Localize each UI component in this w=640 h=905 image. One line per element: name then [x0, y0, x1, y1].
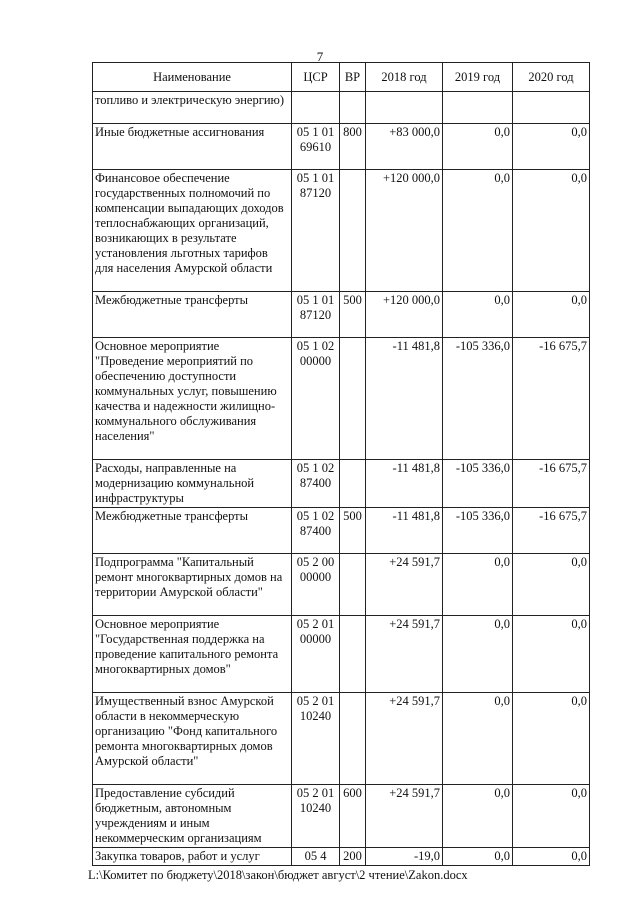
cell-2018: +24 591,7 [366, 785, 443, 848]
cell-name: Предоставление субсидий бюджетным, автономным учреждениям и иным некоммерческим организациям [93, 785, 292, 848]
header-2018: 2018 год [366, 63, 443, 92]
table-row [93, 170, 590, 292]
cell-2020: 0,0 [513, 848, 590, 866]
table-row [93, 460, 590, 508]
cell-vr [340, 460, 366, 508]
table-row [93, 338, 590, 460]
cell-name: Закупка товаров, работ и услуг [93, 848, 292, 866]
cell-name: топливо и электрическую энергию) [93, 92, 292, 124]
cell-name: Расходы, направленные на модернизацию коммунальной инфраструктуры [93, 460, 292, 508]
cell-2018: -11 481,8 [366, 460, 443, 508]
cell-csr: 05 2 01 10240 [292, 785, 340, 848]
table-row [93, 848, 590, 866]
cell-name: Основное мероприятие "Государственная поддержка на проведение капитального ремонта многоквартирных домов" [93, 616, 292, 693]
table-row [93, 124, 590, 170]
cell-vr [340, 92, 366, 124]
header-2019: 2019 год [443, 63, 513, 92]
cell-2020: 0,0 [513, 785, 590, 848]
cell-2019: -105 336,0 [443, 460, 513, 508]
cell-vr [340, 616, 366, 693]
cell-2020: -16 675,7 [513, 508, 590, 554]
page-number: 7 [316, 49, 324, 64]
table-row [93, 616, 590, 693]
cell-csr: 05 1 02 87400 [292, 460, 340, 508]
cell-2018: +24 591,7 [366, 616, 443, 693]
cell-2019: -105 336,0 [443, 338, 513, 460]
cell-csr: 05 1 02 87400 [292, 508, 340, 554]
header-csr: ЦСР [292, 63, 340, 92]
table-header-row [93, 63, 590, 92]
cell-2018: +24 591,7 [366, 693, 443, 785]
cell-2019: -105 336,0 [443, 508, 513, 554]
cell-vr [340, 170, 366, 292]
cell-2020: -16 675,7 [513, 460, 590, 508]
table-row [93, 693, 590, 785]
cell-vr [340, 338, 366, 460]
cell-csr: 05 1 01 69610 [292, 124, 340, 170]
cell-2019: 0,0 [443, 292, 513, 338]
cell-2020: 0,0 [513, 292, 590, 338]
cell-name: Основное мероприятие "Проведение мероприятий по обеспечению доступности коммунальных услуг, повышению качества и надежности жилищно-коммунального обслуживания населения" [93, 338, 292, 460]
cell-2018: +83 000,0 [366, 124, 443, 170]
table-body [93, 92, 590, 866]
cell-csr [292, 92, 340, 124]
table-row [93, 554, 590, 616]
cell-2019: 0,0 [443, 124, 513, 170]
cell-2020: 0,0 [513, 554, 590, 616]
cell-csr: 05 1 01 87120 [292, 170, 340, 292]
cell-2018: +120 000,0 [366, 292, 443, 338]
footer-file-path: L:\Комитет по бюджету\2018\закон\бюджет август\2 чтение\Zakon.docx [88, 868, 468, 882]
header-name: Наименование [93, 63, 292, 92]
cell-2018 [366, 92, 443, 124]
cell-csr: 05 2 01 00000 [292, 616, 340, 693]
header-2020: 2020 год [513, 63, 590, 92]
cell-2018: -19,0 [366, 848, 443, 866]
cell-name: Межбюджетные трансферты [93, 292, 292, 338]
table-row [93, 508, 590, 554]
cell-vr [340, 693, 366, 785]
cell-csr: 05 1 02 00000 [292, 338, 340, 460]
cell-name: Имущественный взнос Амурской области в некоммерческую организацию "Фонд капитального ремонта многоквартирных домов Амурской области" [93, 693, 292, 785]
cell-vr [340, 554, 366, 616]
cell-2019: 0,0 [443, 616, 513, 693]
cell-2019: 0,0 [443, 170, 513, 292]
cell-name: Иные бюджетные ассигнования [93, 124, 292, 170]
cell-2020 [513, 92, 590, 124]
table-row [93, 92, 590, 124]
cell-name: Подпрограмма "Капитальный ремонт многоквартирных домов на территории Амурской области" [93, 554, 292, 616]
cell-2020: -16 675,7 [513, 338, 590, 460]
cell-csr: 05 1 01 87120 [292, 292, 340, 338]
cell-csr: 05 2 01 10240 [292, 693, 340, 785]
cell-name: Межбюджетные трансферты [93, 508, 292, 554]
cell-2018: +24 591,7 [366, 554, 443, 616]
header-vr: ВР [340, 63, 366, 92]
table-row [93, 292, 590, 338]
cell-2019: 0,0 [443, 554, 513, 616]
cell-vr: 800 [340, 124, 366, 170]
cell-name: Финансовое обеспечение государственных полномочий по компенсации выпадающих доходов теплоснабжающих организаций, возникающих в результате установления льготных тарифов для населения Амурской области [93, 170, 292, 292]
cell-2019: 0,0 [443, 848, 513, 866]
cell-2018: -11 481,8 [366, 508, 443, 554]
cell-vr: 600 [340, 785, 366, 848]
cell-vr: 500 [340, 292, 366, 338]
cell-2020: 0,0 [513, 616, 590, 693]
cell-2018: +120 000,0 [366, 170, 443, 292]
cell-2020: 0,0 [513, 693, 590, 785]
budget-table [92, 62, 590, 866]
cell-2020: 0,0 [513, 170, 590, 292]
cell-2018: -11 481,8 [366, 338, 443, 460]
table-row [93, 785, 590, 848]
cell-2019: 0,0 [443, 785, 513, 848]
cell-2019: 0,0 [443, 693, 513, 785]
cell-vr: 500 [340, 508, 366, 554]
cell-vr: 200 [340, 848, 366, 866]
cell-2019 [443, 92, 513, 124]
cell-2020: 0,0 [513, 124, 590, 170]
cell-csr: 05 4 [292, 848, 340, 866]
cell-csr: 05 2 00 00000 [292, 554, 340, 616]
